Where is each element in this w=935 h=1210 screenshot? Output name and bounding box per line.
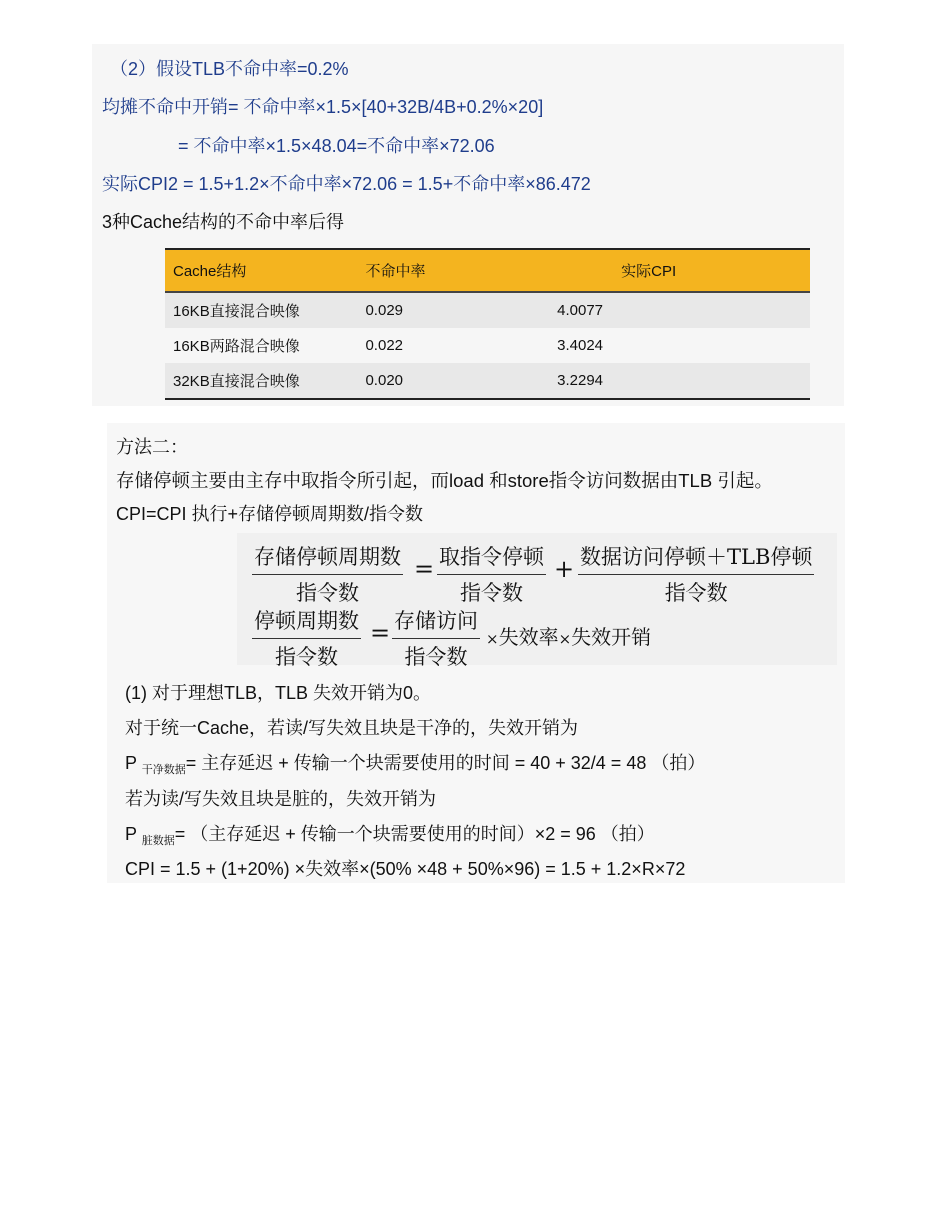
fraction-stall-cycles-2: 停顿周期数 指令数 bbox=[252, 605, 361, 671]
unified-cache-line: 对于统一Cache，若读/写失效且块是干净的，失效开销为 bbox=[125, 718, 579, 738]
cell-miss-rate: 0.029 bbox=[357, 292, 549, 328]
amortized-cost-continuation: = 不命中率×1.5×48.04=不命中率×72.06 bbox=[178, 136, 495, 156]
clean-penalty-line: P $_{干净数据}$= 主存延迟 + 传输一个块需要使用的时间 = 40 + 32/4 = 48 （拍） bbox=[125, 753, 706, 776]
heading-tlb-miss-rate: （2）假设TLB不命中率=0.2% bbox=[110, 59, 349, 79]
cell-structure: 16KB两路混合映像 bbox=[173, 338, 300, 355]
equals-sign: = bbox=[414, 555, 435, 583]
table-row bbox=[165, 328, 810, 363]
cpi-definition: CPI=CPI 执行+存储停顿周期数/指令数 bbox=[116, 504, 424, 524]
formula-tail: ×失效率×失效开销 bbox=[486, 625, 652, 649]
equals-sign: = bbox=[370, 619, 391, 647]
fraction-memory-access: 存储访问 指令数 bbox=[392, 605, 480, 671]
fraction-stall-cycles: 存储停顿周期数 指令数 bbox=[252, 541, 403, 607]
table-header-row bbox=[165, 249, 810, 292]
fraction-fetch-stall: 取指令停顿 指令数 bbox=[437, 541, 546, 607]
cache-results-table bbox=[165, 248, 810, 400]
table-intro: 3种Cache结构的不命中率后得 bbox=[102, 212, 345, 232]
method2-title: 方法二： bbox=[116, 437, 188, 457]
dirty-penalty-line: P $_{脏数据}$= （主存延迟 + 传输一个块需要使用的时间）×2 = 96 （拍） bbox=[125, 824, 655, 847]
method2-explanation: 存储停顿主要由主存中取指令所引起，而load 和store指令访问数据由TLB 引起。 bbox=[116, 470, 773, 491]
plus-sign: + bbox=[554, 555, 575, 583]
cell-cpi: 3.2294 bbox=[549, 363, 810, 399]
cell-structure: 16KB直接混合映像 bbox=[165, 292, 357, 328]
fraction-data-tlb-stall: 数据访问停顿＋TLB停顿 指令数 bbox=[578, 541, 814, 607]
cell-cpi: 4.0077 bbox=[549, 292, 810, 328]
cell-structure: 32KB直接混合映像 bbox=[165, 363, 357, 399]
actual-cpi2-line: 实际CPI2 = 1.5+1.2×不命中率×72.06 = 1.5+不命中率×86.472 bbox=[102, 174, 591, 194]
ideal-tlb-line: (1) 对于理想TLB，TLB 失效开销为0。 bbox=[125, 683, 432, 703]
cell-miss-rate: 0.020 bbox=[357, 363, 549, 399]
amortized-cost-line: 均摊不命中开销= 不命中率×1.5×[40+32B/4B+0.2%×20] bbox=[102, 97, 544, 117]
header-actual-cpi: 实际CPI bbox=[549, 249, 810, 292]
header-miss-rate: 不命中率 bbox=[357, 249, 549, 292]
header-cache-structure: Cache结构 bbox=[165, 249, 357, 292]
cpi-result-line: CPI = 1.5 + (1+20%) ×失效率×(50% ×48 + 50%×96) = 1.5 + 1.2×R×72 bbox=[125, 859, 686, 879]
table-row bbox=[165, 292, 810, 328]
cell-cpi: 3.4024 bbox=[557, 337, 604, 354]
table-row bbox=[165, 363, 810, 399]
cell-miss-rate: 0.022 bbox=[365, 337, 404, 354]
dirty-intro-line: 若为读/写失效且块是脏的，失效开销为 bbox=[125, 789, 436, 809]
